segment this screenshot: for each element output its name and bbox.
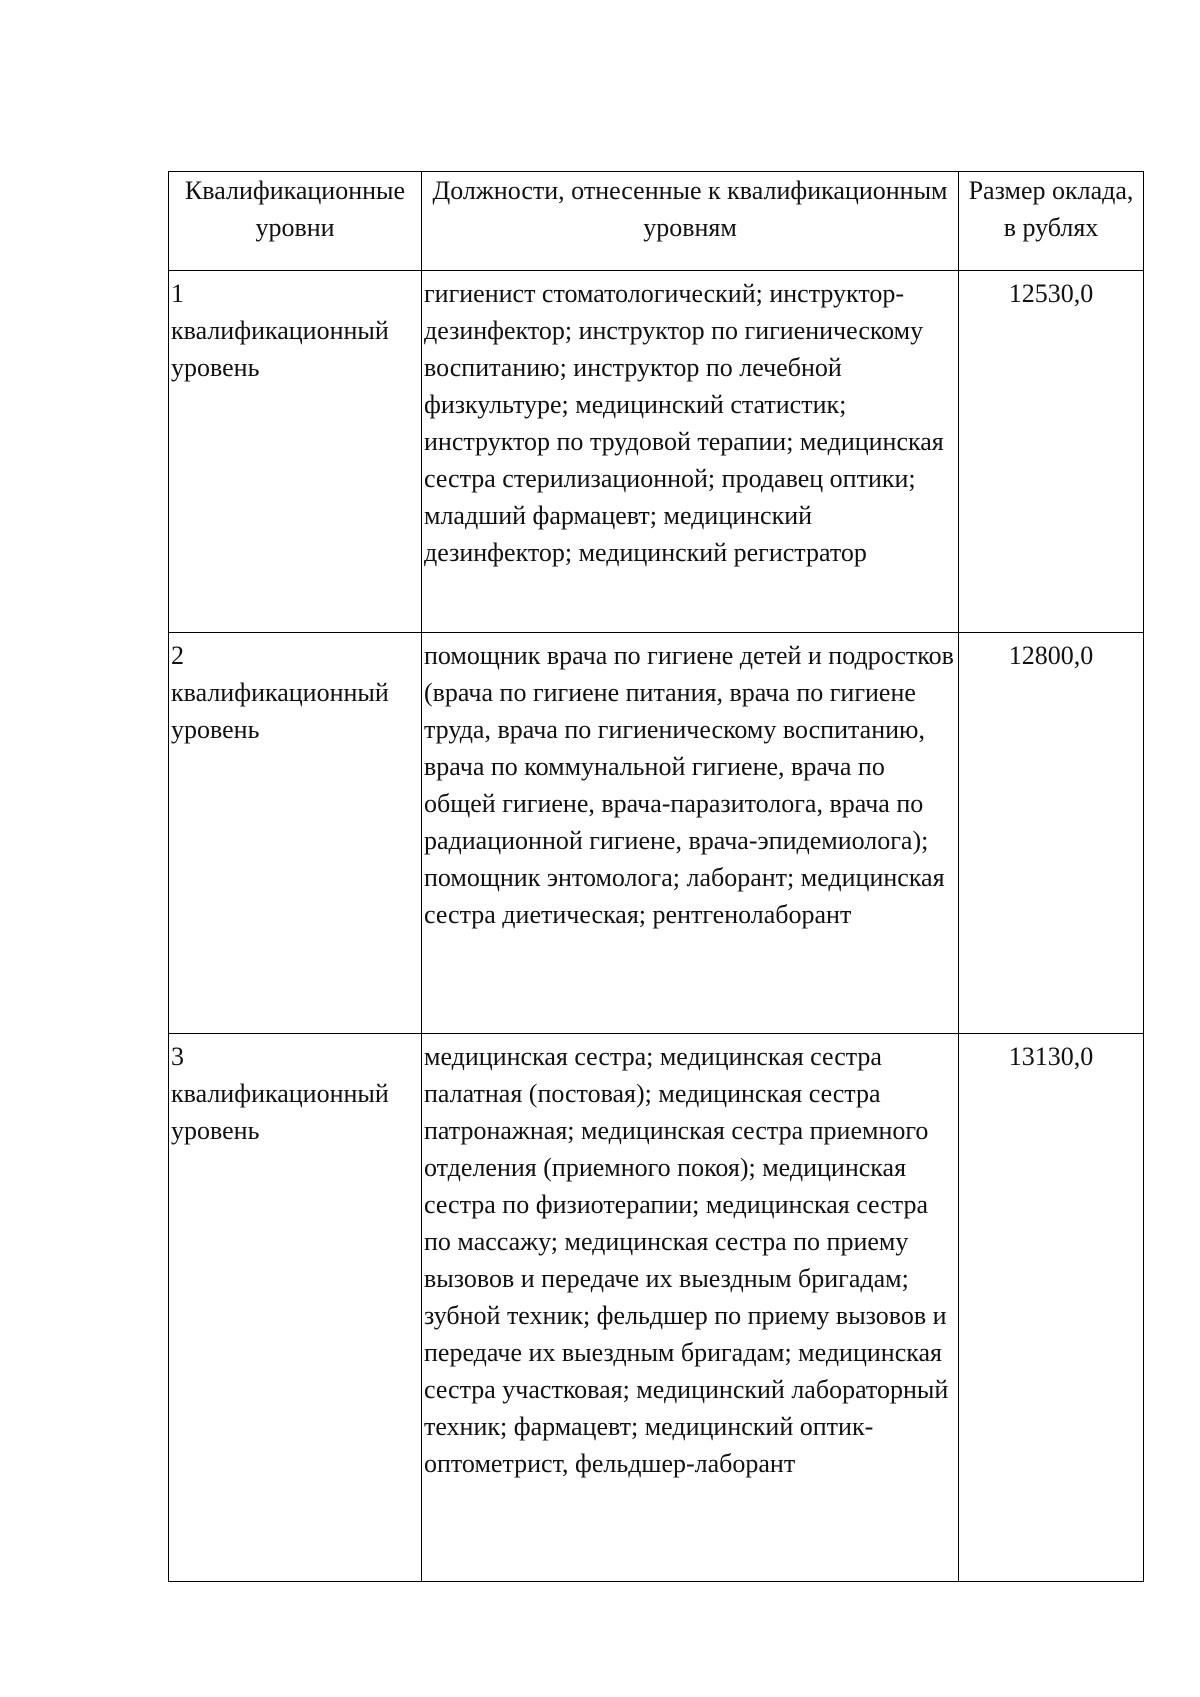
salary-cell: 13130,0 [959,1034,1144,1582]
table-header [169,172,1144,271]
header-qualification-levels: Квалификационные уровни [169,172,422,271]
table-body [169,271,1144,1582]
level-cell: 1 квалификационный уровень [169,271,422,633]
salary-cell: 12800,0 [959,633,1144,1034]
positions-cell: гигиенист стоматологический; инструктор-дезинфектор; инструктор по гигиеническому воспитанию; инструктор по лечебной физкультуре; медицинский статистик; инструктор по трудовой терапии; медицинская сестра стерилизационной; продавец оптики; младший фармацевт; медицинский дезинфектор; медицинский регистратор [422,271,959,633]
positions-cell: помощник врача по гигиене детей и подростков (врача по гигиене питания, врача по гигиене труда, врача по гигиеническому воспитанию, врача по коммунальной гигиене, врача по общей гигиене, врача-паразитолога, врача по радиационной гигиене, врача-эпидемиолога); помощник энтомолога; лаборант; медицинская сестра диетическая; рентгенолаборант [422,633,959,1034]
level-cell: 3 квалификационный уровень [169,1034,422,1582]
positions-cell: медицинская сестра; медицинская сестра палатная (постовая); медицинская сестра патронажная; медицинская сестра приемного отделения (приемного покоя); медицинская сестра по физиотерапии; медицинская сестра по массажу; медицинская сестра по приему вызовов и передаче их выездным бригадам; зубной техник; фельдшер по приему вызовов и передаче их выездным бригадам; медицинская сестра участковая; медицинский лабораторный техник; фармацевт; медицинский оптик-оптометрист, фельдшер-лаборант [422,1034,959,1582]
salary-table [168,171,1144,1582]
salary-cell: 12530,0 [959,271,1144,633]
header-row [169,172,1144,271]
header-salary: Размер оклада, в рублях [959,172,1144,271]
table-row [169,1034,1144,1582]
table-row [169,271,1144,633]
header-positions: Должности, отнесенные к квалификационным уровням [422,172,959,271]
level-cell: 2 квалификационный уровень [169,633,422,1034]
table-row [169,633,1144,1034]
